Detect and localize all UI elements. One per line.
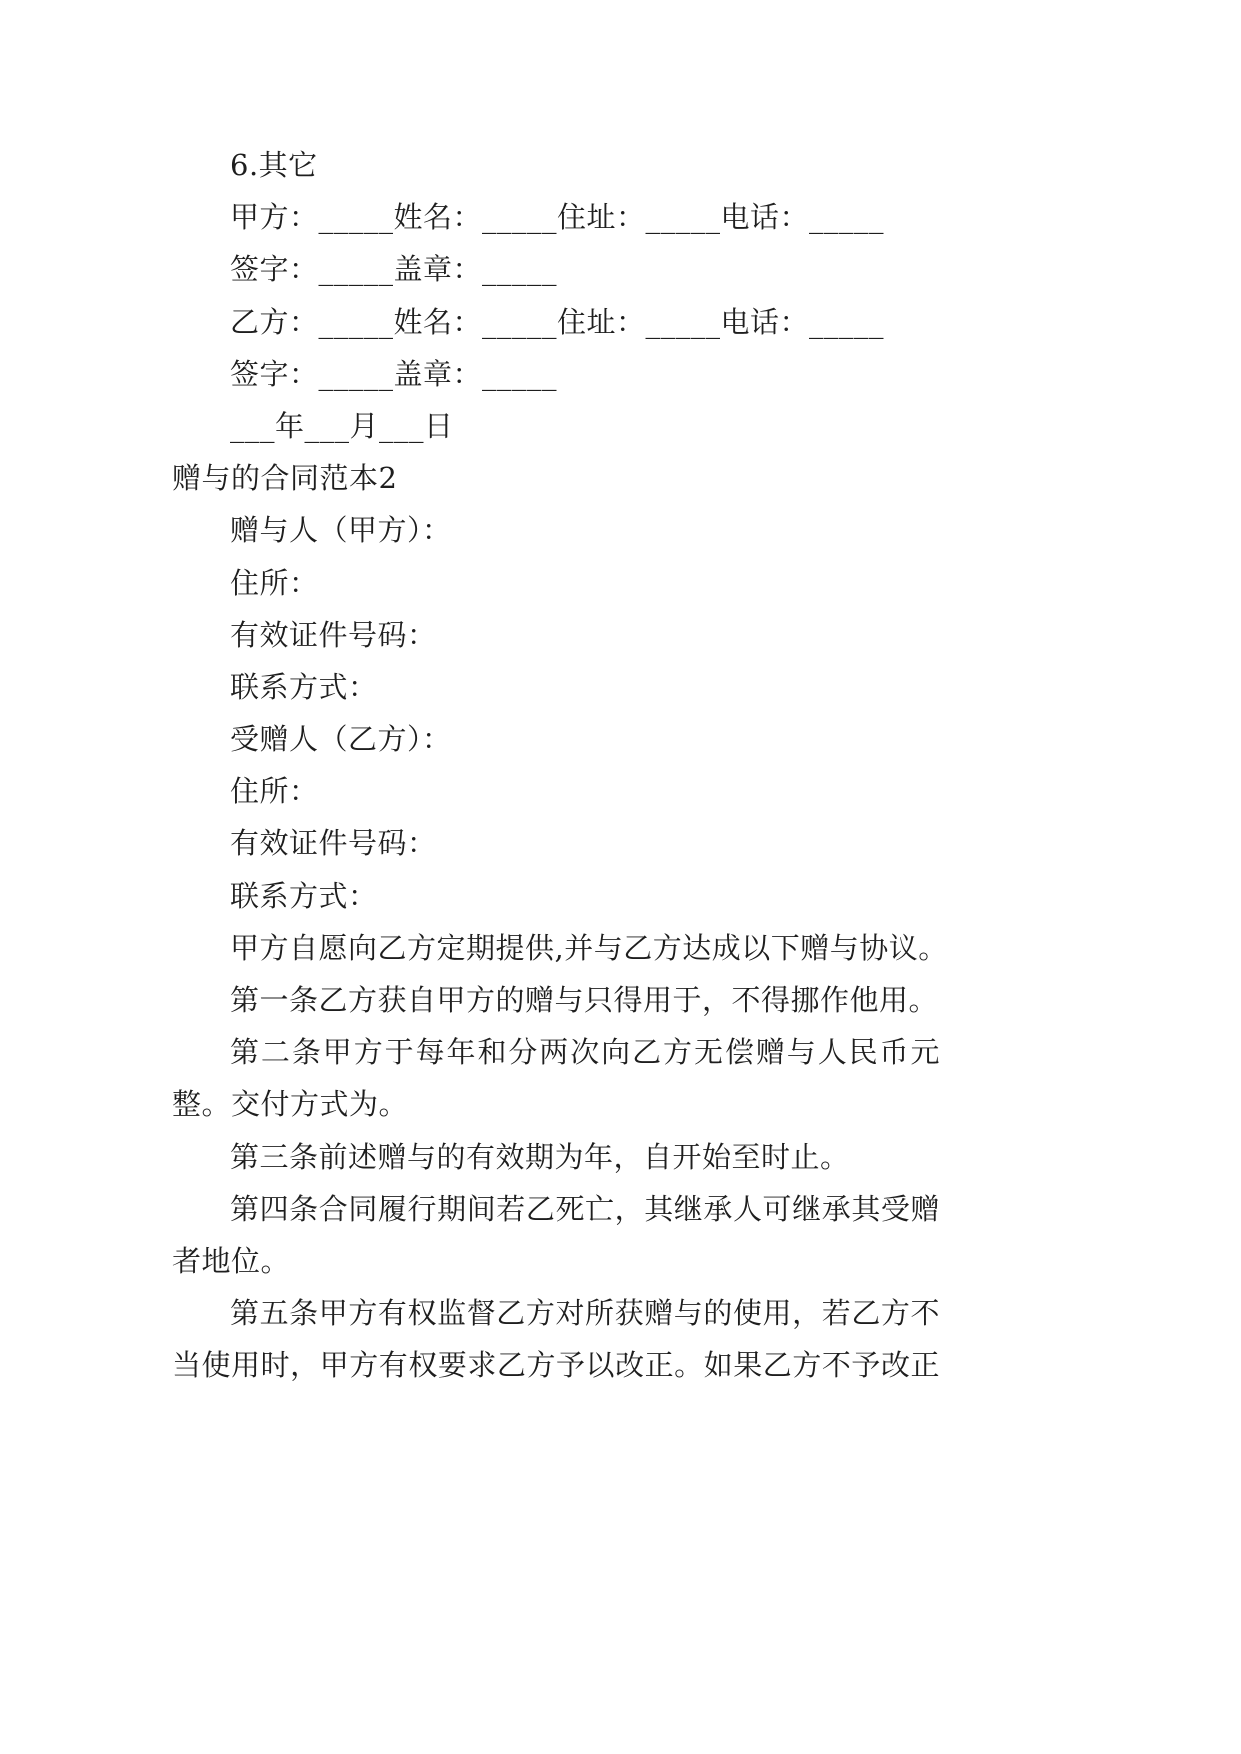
party-b-signature-line: 签字：_____盖章：_____ [230,356,558,391]
contract-preamble: 甲方自愿向乙方定期提供,并与乙方达成以下赠与协议。 [230,930,948,965]
donee-id-label: 有效证件号码： [230,826,437,861]
donor-contact-label: 联系方式： [230,669,378,704]
donor-address-label: 住所： [230,565,319,600]
article-4-line-2: 者地位。 [172,1243,291,1278]
article-2-line-2: 整。交付方式为。 [172,1087,409,1122]
document-body [172,139,992,1392]
article-3-line-1: 第三条前述赠与的有效期为年，自开始至时止。 [230,1139,850,1174]
article-5-line-1: 第五条甲方有权监督乙方对所获赠与的使用，若乙方不 [230,1296,940,1331]
contract-title: 赠与的合同范本2 [172,461,398,496]
date-line: ___年___月___日 [230,408,454,443]
section-heading-other: 6.其它 [230,148,318,182]
article-4-line-1: 第四条合同履行期间若乙死亡，其继承人可继承其受赠 [230,1191,940,1226]
article-2-line-1: 第二条甲方于每年和分两次向乙方无偿赠与人民币元 [230,1035,940,1070]
party-a-info-line: 甲方：_____姓名：_____住址：_____电话：_____ [230,200,885,235]
party-b-info-line: 乙方：_____姓名：_____住址：_____电话：_____ [230,304,885,339]
donee-label: 受赠人（乙方）： [230,722,452,757]
party-a-signature-line: 签字：_____盖章：_____ [230,252,558,287]
donor-label: 赠与人（甲方）： [230,513,452,548]
donee-contact-label: 联系方式： [230,878,378,913]
article-5-line-2: 当使用时，甲方有权要求乙方予以改正。如果乙方不予改正 [172,1348,940,1383]
donee-address-label: 住所： [230,774,319,809]
article-1-line-1: 第一条乙方获自甲方的赠与只得用于，不得挪作他用。 [230,983,939,1017]
donor-id-label: 有效证件号码： [230,617,437,652]
